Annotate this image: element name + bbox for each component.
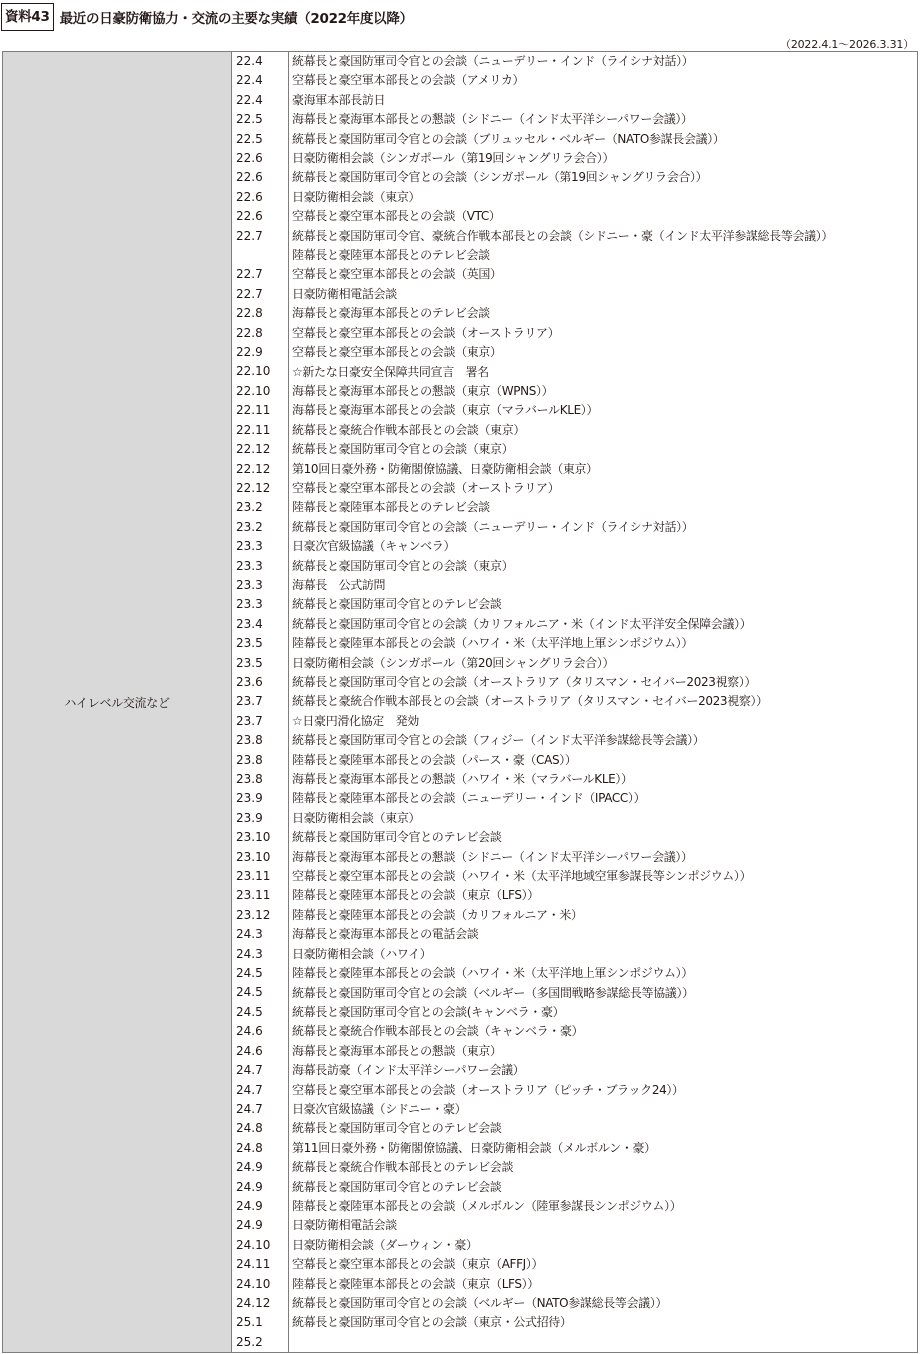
row-date: 24.5 xyxy=(236,966,263,981)
row-description: 陸幕長と豪陸軍本部長との会談（ハワイ・米（太平洋地上軍シンポジウム）） xyxy=(292,636,693,651)
row-date: 24.9 xyxy=(236,1179,263,1194)
row-description: 空幕長と豪空軍本部長との会談（東京（AFFJ）） xyxy=(292,1257,544,1272)
row-description: 日豪防衛相会談（シンガポール（第19回シャングリラ会合）） xyxy=(292,151,615,166)
row-date: 23.10 xyxy=(236,830,271,845)
row-date: 22.5 xyxy=(236,112,263,127)
row-date: 22.8 xyxy=(236,306,263,321)
row-date: 23.2 xyxy=(236,519,263,534)
row-date: 24.3 xyxy=(236,946,263,961)
row-date: 22.6 xyxy=(236,151,263,166)
row-date: 24.6 xyxy=(236,1043,263,1058)
row-description: 空幕長と豪空軍本部長との会談（ハワイ・米（太平洋地域空軍参謀長等シンポジウム）） xyxy=(292,869,752,884)
row-description: 統幕長と豪国防軍司令官とのテレビ会談 xyxy=(292,1121,502,1136)
row-date: 23.5 xyxy=(236,655,263,670)
row-date: 22.4 xyxy=(236,73,263,88)
row-description: 統幕長と豪国防軍司令官とのテレビ会談 xyxy=(292,597,502,612)
row-date: 22.12 xyxy=(236,480,271,495)
row-description: 統幕長と豪統合作戦本部長との会談（オーストラリア（タリスマン・セイバー2023視察）） xyxy=(292,694,768,709)
row-date: 22.8 xyxy=(236,325,263,340)
row-date: 24.8 xyxy=(236,1121,263,1136)
row-date: 23.2 xyxy=(236,500,263,515)
row-description: 第10回日豪外務・防衛閣僚協議、日豪防衛相会談（東京） xyxy=(292,461,598,476)
row-description: 空幕長と豪空軍本部長との会談（VTC） xyxy=(292,209,501,224)
row-date: 22.12 xyxy=(236,461,271,476)
row-description: 陸幕長と豪陸軍本部長との会談（東京（LFS）） xyxy=(292,888,539,903)
row-description: 統幕長と豪国防軍司令官との会談（ニューデリー・インド（ライシナ対話）） xyxy=(292,54,694,68)
row-date: 23.12 xyxy=(236,907,271,922)
row-date: 23.3 xyxy=(236,577,263,592)
row-description: 海幕長と豪海軍本部長との電話会談 xyxy=(292,927,479,942)
row-description: 空幕長と豪空軍本部長との会談（東京） xyxy=(292,345,502,360)
row-date: 24.10 xyxy=(236,1237,271,1252)
row-date: 24.11 xyxy=(236,1257,271,1272)
row-date: 23.10 xyxy=(236,849,271,864)
row-date: 22.4 xyxy=(236,92,263,107)
row-description: 空幕長と豪空軍本部長との会談（オーストラリア） xyxy=(292,480,560,495)
document-title: 最近の日豪防衛協力・交流の主要な実績（2022年度以降） xyxy=(59,11,413,27)
category-cell xyxy=(3,52,232,1353)
row-description: 日豪防衛相電話会談 xyxy=(292,1218,397,1233)
row-date: 22.10 xyxy=(236,383,271,398)
row-date: 22.6 xyxy=(236,189,263,204)
row-description: 統幕長と豪国防軍司令官との会談（ベルギー（多国間戦略参謀総長等協議）） xyxy=(292,985,694,1000)
row-description: 海幕長と豪海軍本部長との懇談（東京） xyxy=(292,1043,502,1058)
row-description: 陸幕長と豪陸軍本部長とのテレビ会談 xyxy=(292,248,490,263)
row-date: 24.10 xyxy=(236,1276,271,1291)
document-header xyxy=(1,3,413,31)
row-date: 22.11 xyxy=(236,422,271,437)
row-date: 25.2 xyxy=(236,1334,263,1349)
row-description: 海幕長と豪海軍本部長とのテレビ会談 xyxy=(292,306,490,321)
row-date: 24.7 xyxy=(236,1082,263,1097)
row-date: 24.6 xyxy=(236,1024,263,1039)
row-description: 陸幕長と豪陸軍本部長との会談（パース・豪（CAS）） xyxy=(292,752,577,767)
row-description: 日豪防衛相会談（ダーウィン・豪） xyxy=(292,1237,478,1252)
row-description: 統幕長と豪統合作戦本部長との会談（東京） xyxy=(292,422,526,437)
row-date: 24.9 xyxy=(236,1218,263,1233)
row-date: 22.4 xyxy=(236,54,263,68)
row-description: 空幕長と豪空軍本部長との会談（オーストラリア） xyxy=(292,325,560,340)
row-description: ☆日豪円滑化協定 発効 xyxy=(292,713,419,728)
row-description: 統幕長と豪国防軍司令官とのテレビ会談 xyxy=(292,1179,502,1194)
row-date: 23.11 xyxy=(236,888,271,903)
row-date: 23.9 xyxy=(236,810,263,825)
table-row xyxy=(3,52,918,1353)
row-date: 23.3 xyxy=(236,597,263,612)
row-date: 23.8 xyxy=(236,733,263,748)
row-description: ☆新たな日豪安全保障共同宣言 署名 xyxy=(292,364,489,379)
row-date: 23.8 xyxy=(236,772,263,787)
row-date: 23.11 xyxy=(236,869,271,884)
row-date: 24.3 xyxy=(236,927,263,942)
row-description: 統幕長と豪統合作戦本部長とのテレビ会談 xyxy=(292,1160,514,1175)
row-description: 日豪防衛相会談（東京） xyxy=(292,810,421,825)
row-description: 陸幕長と豪陸軍本部長との会談（カリフォルニア・米） xyxy=(292,907,583,922)
row-date: 23.7 xyxy=(236,694,263,709)
exchange-table xyxy=(2,51,918,1353)
row-description: 統幕長と豪国防軍司令官との会談(キャンベラ・豪） xyxy=(292,1004,565,1019)
row-date: 23.7 xyxy=(236,713,263,728)
row-date: 23.8 xyxy=(236,752,263,767)
row-description: 日豪防衛相会談（シンガポール（第20回シャングリラ会合）） xyxy=(292,655,615,670)
row-date: 24.9 xyxy=(236,1160,263,1175)
row-description: 海幕長と豪海軍本部長との懇談（ハワイ・米（マラバールKLE）） xyxy=(292,772,633,787)
row-date: 24.7 xyxy=(236,1101,263,1116)
date-column xyxy=(232,52,289,1353)
description-column xyxy=(289,52,918,1353)
row-date: 23.6 xyxy=(236,674,263,689)
row-description: 統幕長と豪国防軍司令官との会談（ベルギー（NATO参謀総長等会議）） xyxy=(292,1296,668,1310)
row-description: 陸幕長と豪陸軍本部長との会談（ハワイ・米（太平洋地上軍シンポジウム）） xyxy=(292,966,693,981)
row-description: 統幕長と豪国防軍司令官との会談（ニューデリー・インド（ライシナ対話）） xyxy=(292,519,694,534)
row-description: 統幕長と豪国防軍司令官との会談（フィジー（インド太平洋参謀総長等会議）） xyxy=(292,733,705,748)
row-date: 22.10 xyxy=(236,364,271,379)
row-date: 23.4 xyxy=(236,616,263,631)
row-description: 統幕長と豪国防軍司令官との会談（シンガポール（第19回シャングリラ会合）） xyxy=(292,170,708,185)
row-date: 24.7 xyxy=(236,1063,263,1078)
row-date: 22.7 xyxy=(236,267,263,282)
period-label: （2022.4.1〜2026.3.31） xyxy=(780,38,914,51)
row-description: 海幕長と豪海軍本部長との懇談（シドニー（インド太平洋シーパワー会議）） xyxy=(292,112,693,127)
row-description: 海幕長と豪海軍本部長との会談（東京（マラバールKLE）） xyxy=(292,403,599,418)
row-date: 22.5 xyxy=(236,131,263,146)
row-date: 24.5 xyxy=(236,1004,263,1019)
row-description: 統幕長と豪国防軍司令官、豪統合作戦本部長との会談（シドニー・豪（インド太平洋参謀総長等会議）） xyxy=(292,228,834,243)
row-date: 23.5 xyxy=(236,636,263,651)
row-date: 23.3 xyxy=(236,558,263,573)
row-description: 統幕長と豪国防軍司令官との会談（カリフォルニア・米（インド太平洋安全保障会議）） xyxy=(292,616,752,631)
row-date: 24.5 xyxy=(236,985,263,1000)
row-description: 統幕長と豪国防軍司令官との会談（オーストラリア（タリスマン・セイバー2023視察）） xyxy=(292,675,757,689)
row-description: 海幕長訪豪（インド太平洋シーパワー会議） xyxy=(292,1063,525,1078)
row-description: 日豪防衛相会談（東京） xyxy=(292,189,421,204)
row-description: 海幕長 公式訪問 xyxy=(292,577,386,592)
row-date: 22.6 xyxy=(236,209,263,224)
row-description: 陸幕長と豪陸軍本部長とのテレビ会談 xyxy=(292,500,490,515)
row-date: 22.7 xyxy=(236,286,263,301)
row-date: 24.8 xyxy=(236,1140,263,1155)
row-description: 空幕長と豪空軍本部長との会談（英国） xyxy=(292,267,502,282)
category-label: ハイレベル交流など xyxy=(64,695,170,710)
row-description: 海幕長と豪海軍本部長との懇談（シドニー（インド太平洋シーパワー会議）） xyxy=(292,849,693,864)
row-date: 23.9 xyxy=(236,791,263,806)
row-description: 空幕長と豪空軍本部長との会談（オーストラリア（ピッチ・ブラック24）） xyxy=(292,1082,684,1097)
row-date: 22.11 xyxy=(236,403,271,418)
row-description: 統幕長と豪国防軍司令官との会談（ブリュッセル・ベルギー（NATO参謀長会議）） xyxy=(292,131,725,146)
row-date: 22.7 xyxy=(236,228,263,243)
row-description: 日豪次官級協議（シドニー・豪） xyxy=(292,1101,467,1116)
row-date: 22.9 xyxy=(236,345,263,360)
row-description: 日豪防衛相電話会談 xyxy=(292,286,397,301)
row-description: 空幕長と豪空軍本部長との会談（アメリカ） xyxy=(292,73,525,88)
row-description: 統幕長と豪国防軍司令官との会談（東京） xyxy=(292,442,514,457)
document-number-badge: 資料43 xyxy=(1,3,54,31)
row-description: 海幕長と豪海軍本部長との懇談（東京（WPNS）） xyxy=(292,383,554,398)
row-description: 陸幕長と豪陸軍本部長との会談（ニューデリー・インド（IPACC）） xyxy=(292,791,646,806)
row-date: 22.6 xyxy=(236,170,263,185)
row-description: 統幕長と豪統合作戦本部長との会談（キャンベラ・豪） xyxy=(292,1024,584,1039)
row-description: 日豪次官級協議（キャンベラ） xyxy=(292,539,456,554)
row-description: 第11回日豪外務・防衛閣僚協議、日豪防衛相会談（メルボルン・豪） xyxy=(292,1140,656,1155)
row-description: 陸幕長と豪陸軍本部長との会談（東京（LFS）） xyxy=(292,1276,539,1291)
row-description: 統幕長と豪国防軍司令官との会談（東京） xyxy=(292,558,514,573)
row-date: 25.1 xyxy=(236,1315,263,1330)
row-date: 22.12 xyxy=(236,442,271,457)
row-date: 24.9 xyxy=(236,1198,263,1213)
row-description: 日豪防衛相会談（ハワイ） xyxy=(292,946,432,961)
row-description: 豪海軍本部長訪日 xyxy=(292,92,386,107)
row-description: 陸幕長と豪陸軍本部長との会談（メルボルン（陸軍参謀長シンポジウム）） xyxy=(292,1198,682,1213)
row-date: 23.3 xyxy=(236,539,263,554)
row-description: 統幕長と豪国防軍司令官とのテレビ会談 xyxy=(292,830,502,845)
row-description: 統幕長と豪国防軍司令官との会談（東京・公式招待） xyxy=(292,1315,572,1330)
row-date: 24.12 xyxy=(236,1295,271,1310)
